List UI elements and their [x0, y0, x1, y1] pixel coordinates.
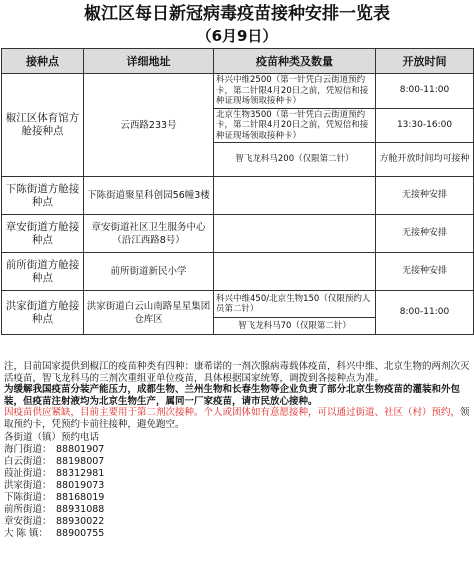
phone-list-title: 各街道（镇）预约电话 — [4, 431, 100, 443]
list-item — [4, 480, 470, 492]
open-time: 无接种安排 — [376, 177, 474, 215]
vaccine-entry: 智飞龙科马70（仅限第二针） — [214, 318, 376, 335]
note-supply-dark: 领取预约卡，凭预约卡前往接种，避免跑空。 — [4, 407, 470, 430]
list-item — [4, 516, 470, 528]
phone-list — [4, 432, 470, 540]
phone-number: 88900755 — [56, 527, 105, 539]
open-time: 13:30-16:00 — [376, 108, 474, 143]
vaccine-entry — [214, 253, 376, 291]
header-site: 接种点 — [2, 49, 84, 74]
vaccine-entry: 科兴中维450/北京生物150（仅限预约人员第二针） — [214, 291, 376, 318]
open-time: 8:00-11:00 — [376, 291, 474, 335]
open-time: 方舱开放时间均可接种 — [376, 143, 474, 177]
site-address: 洪家街道白云山南路星星集团仓库区 — [84, 291, 214, 335]
site-name: 椒江区体育馆方舱接种点 — [2, 74, 84, 177]
site-address: 下陈街道聚星科创园56幢3楼 — [84, 177, 214, 215]
vaccine-entry: 科兴中维2500（第一针凭白云街道预约卡，第二针限4月20日之前，凭短信和接种证现场领取接种卡） — [214, 74, 376, 109]
header-time: 开放时间 — [376, 49, 474, 74]
vaccine-entry — [214, 177, 376, 215]
street-name: 章安街道： — [4, 515, 52, 527]
table-header-row — [2, 49, 474, 74]
table-row — [2, 291, 474, 318]
list-item — [4, 528, 470, 540]
phone-number: 88801907 — [56, 443, 105, 455]
vaccine-entry — [214, 215, 376, 253]
phone-number: 88312981 — [56, 467, 105, 479]
note-vaccine-types: 注，目前国家提供到椒江的疫苗种类有四种：康希诺的一剂次腺病毒载体疫苗，科兴中维、北京生物的两剂次灭活疫苗，智飞龙科马的三剂次重组亚单位疫苗，具体根据国家统筹，调拨到各接种点为准。 — [4, 361, 470, 384]
street-name: 下陈街道： — [4, 491, 52, 503]
header-address: 详细地址 — [84, 49, 214, 74]
site-address: 章安街道社区卫生服务中心（沿江西路8号） — [84, 215, 214, 253]
vaccination-schedule-table — [1, 48, 474, 335]
site-name: 前所街道方舱接种点 — [2, 253, 84, 291]
open-time: 8:00-11:00 — [376, 74, 474, 109]
table-row — [2, 177, 474, 215]
list-item — [4, 492, 470, 504]
list-item — [4, 456, 470, 468]
document-date: （6月9日） — [196, 27, 278, 45]
phone-number: 88931088 — [56, 503, 105, 515]
street-name: 白云街道： — [4, 455, 52, 467]
note-supply — [4, 407, 470, 430]
phone-number: 88198007 — [56, 455, 105, 467]
site-name: 洪家街道方舱接种点 — [2, 291, 84, 335]
site-name: 章安街道方舱接种点 — [2, 215, 84, 253]
phone-number: 88168019 — [56, 491, 105, 503]
street-name: 葭沚街道： — [4, 467, 52, 479]
table-row — [2, 74, 474, 109]
document-title: 椒江区每日新冠病毒疫苗接种安排一览表 — [84, 4, 390, 24]
header-vaccine: 疫苗种类及数量 — [214, 49, 376, 74]
table-row — [2, 253, 474, 291]
site-address: 前所街道新民小学 — [84, 253, 214, 291]
vaccine-entry: 智飞龙科马200（仅限第二针） — [214, 143, 376, 177]
vaccine-entry: 北京生物3500（第一针凭白云街道预约卡，第二针限4月20日之前，凭短信和接种证现场领取接种卡） — [214, 108, 376, 143]
table-row — [2, 215, 474, 253]
note-supply-red: 因疫苗供应紧缺，目前主要用于第二剂次接种。个人或团体如有意愿接种，可以通过街道、社区（村）预约， — [4, 407, 461, 419]
phone-number: 88930022 — [56, 515, 105, 527]
site-name: 下陈街道方舱接种点 — [2, 177, 84, 215]
list-item — [4, 504, 470, 516]
open-time: 无接种安排 — [376, 215, 474, 253]
open-time: 无接种安排 — [376, 253, 474, 291]
notes-section — [4, 361, 470, 540]
list-item — [4, 468, 470, 480]
phone-number: 88019073 — [56, 479, 105, 491]
site-address: 云西路233号 — [84, 74, 214, 177]
street-name: 洪家街道： — [4, 479, 52, 491]
street-name: 前所街道： — [4, 503, 52, 515]
street-name: 大 陈 镇： — [4, 527, 49, 539]
note-packaging: 为缓解我国疫苗分装产能压力，成都生物、兰州生物和长春生物等企业负责了部分北京生物疫苗的灌装和外包装，但疫苗注射液均为北京生物生产，属同一厂家疫苗，请市民放心接种。 — [4, 384, 461, 407]
street-name: 海门街道： — [4, 443, 52, 455]
list-item — [4, 444, 470, 456]
